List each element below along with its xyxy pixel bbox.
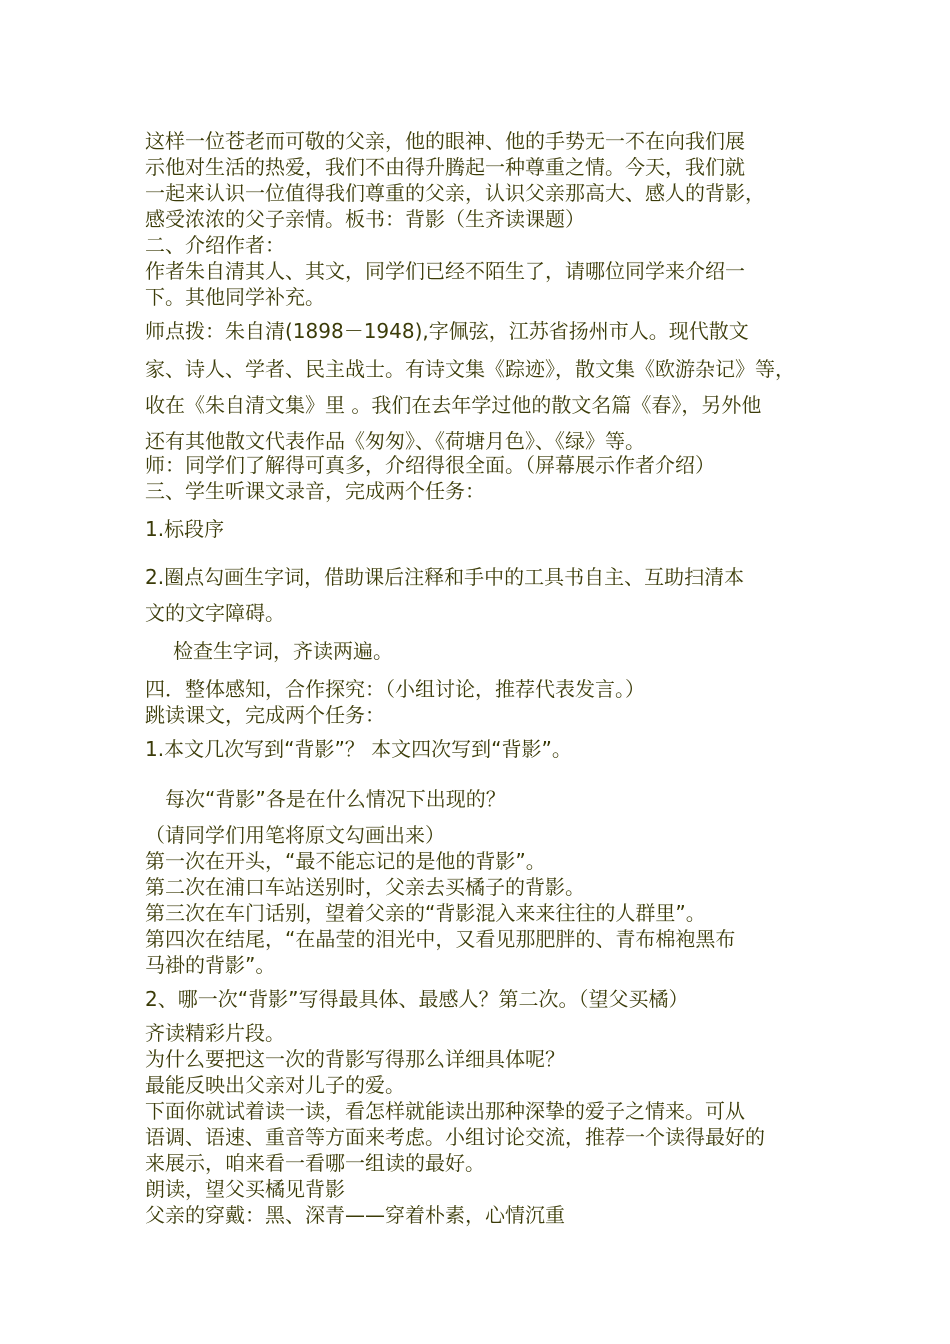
- text-line: 朗读，望父买橘见背影: [145, 1177, 345, 1201]
- text-line: 父亲的穿戴：黑、深青——穿着朴素，心情沉重: [145, 1203, 565, 1227]
- section-heading: 二、介绍作者：: [145, 233, 285, 257]
- text-line: 文的文字障碍。: [145, 601, 285, 625]
- section-heading: 四．整体感知，合作探究：（小组讨论，推荐代表发言。）: [145, 677, 645, 701]
- text-line: 师点拨：朱自清(1898－1948),字佩弦，江苏省扬州市人。现代散文: [145, 319, 749, 343]
- text-line: 作者朱自清其人、其文，同学们已经不陌生了，请哪位同学来介绍一: [145, 259, 745, 283]
- text-line: 下。其他同学补充。: [145, 285, 325, 309]
- text-line: 1.本文几次写到“背影”？ 本文四次写到“背影”。: [145, 737, 572, 761]
- text-line: 下面你就试着读一读，看怎样就能读出那种深挚的爱子之情来。可从: [145, 1099, 745, 1123]
- text-line: 最能反映出父亲对儿子的爱。: [145, 1073, 405, 1097]
- text-line: 一起来认识一位值得我们尊重的父亲，认识父亲那高大、感人的背影，: [145, 181, 765, 205]
- text-line: 齐读精彩片段。: [145, 1021, 285, 1045]
- text-line: 还有其他散文代表作品《匆匆》、《荷塘月色》、《绿》等。: [145, 429, 645, 453]
- text-line: 检查生字词，齐读两遍。: [173, 639, 393, 663]
- text-line: 这样一位苍老而可敬的父亲，他的眼神、他的手势无一不在向我们展: [145, 129, 745, 153]
- text-line: 为什么要把这一次的背影写得那么详细具体呢？: [145, 1047, 565, 1071]
- text-line: 收在《朱自清文集》里 。我们在去年学过他的散文名篇《春》，另外他: [145, 393, 762, 417]
- text-line: 来展示，咱来看一看哪一组读的最好。: [145, 1151, 485, 1175]
- text-line: 第一次在开头，“最不能忘记的是他的背影”。: [145, 849, 546, 873]
- text-line: 第二次在浦口车站送别时，父亲去买橘子的背影。: [145, 875, 585, 899]
- section-heading: 三、学生听课文录音，完成两个任务：: [145, 479, 485, 503]
- text-line: （请同学们用笔将原文勾画出来）: [145, 823, 445, 847]
- text-line: 第三次在车门话别，望着父亲的“背影混入来来往往的人群里”。: [145, 901, 706, 925]
- text-line: 第四次在结尾，“在晶莹的泪光中，又看见那肥胖的、青布棉袍黑布: [145, 927, 736, 951]
- text-line: 语调、语速、重音等方面来考虑。小组讨论交流，推荐一个读得最好的: [145, 1125, 765, 1149]
- text-line: 马褂的背影”。: [145, 953, 276, 977]
- text-line: 跳读课文，完成两个任务：: [145, 703, 385, 727]
- text-line: 每次“背影”各是在什么情况下出现的？: [165, 787, 506, 811]
- text-line: 师：同学们了解得可真多，介绍得很全面。（屏幕展示作者介绍）: [145, 453, 715, 477]
- text-line: 1.标段序: [145, 517, 225, 541]
- text-line: 感受浓浓的父子亲情。板书：背影（生齐读课题）: [145, 207, 585, 231]
- text-line: 2.圈点勾画生字词，借助课后注释和手中的工具书自主、互助扫清本: [145, 565, 745, 589]
- text-line: 家、诗人、学者、民主战士。有诗文集《踪迹》，散文集《欧游杂记》等，: [145, 357, 795, 381]
- text-line: 2、哪一次“背影”写得最具体、最感人？第二次。（望父买橘）: [145, 987, 689, 1011]
- text-line: 示他对生活的热爱，我们不由得升腾起一种尊重之情。今天，我们就: [145, 155, 745, 179]
